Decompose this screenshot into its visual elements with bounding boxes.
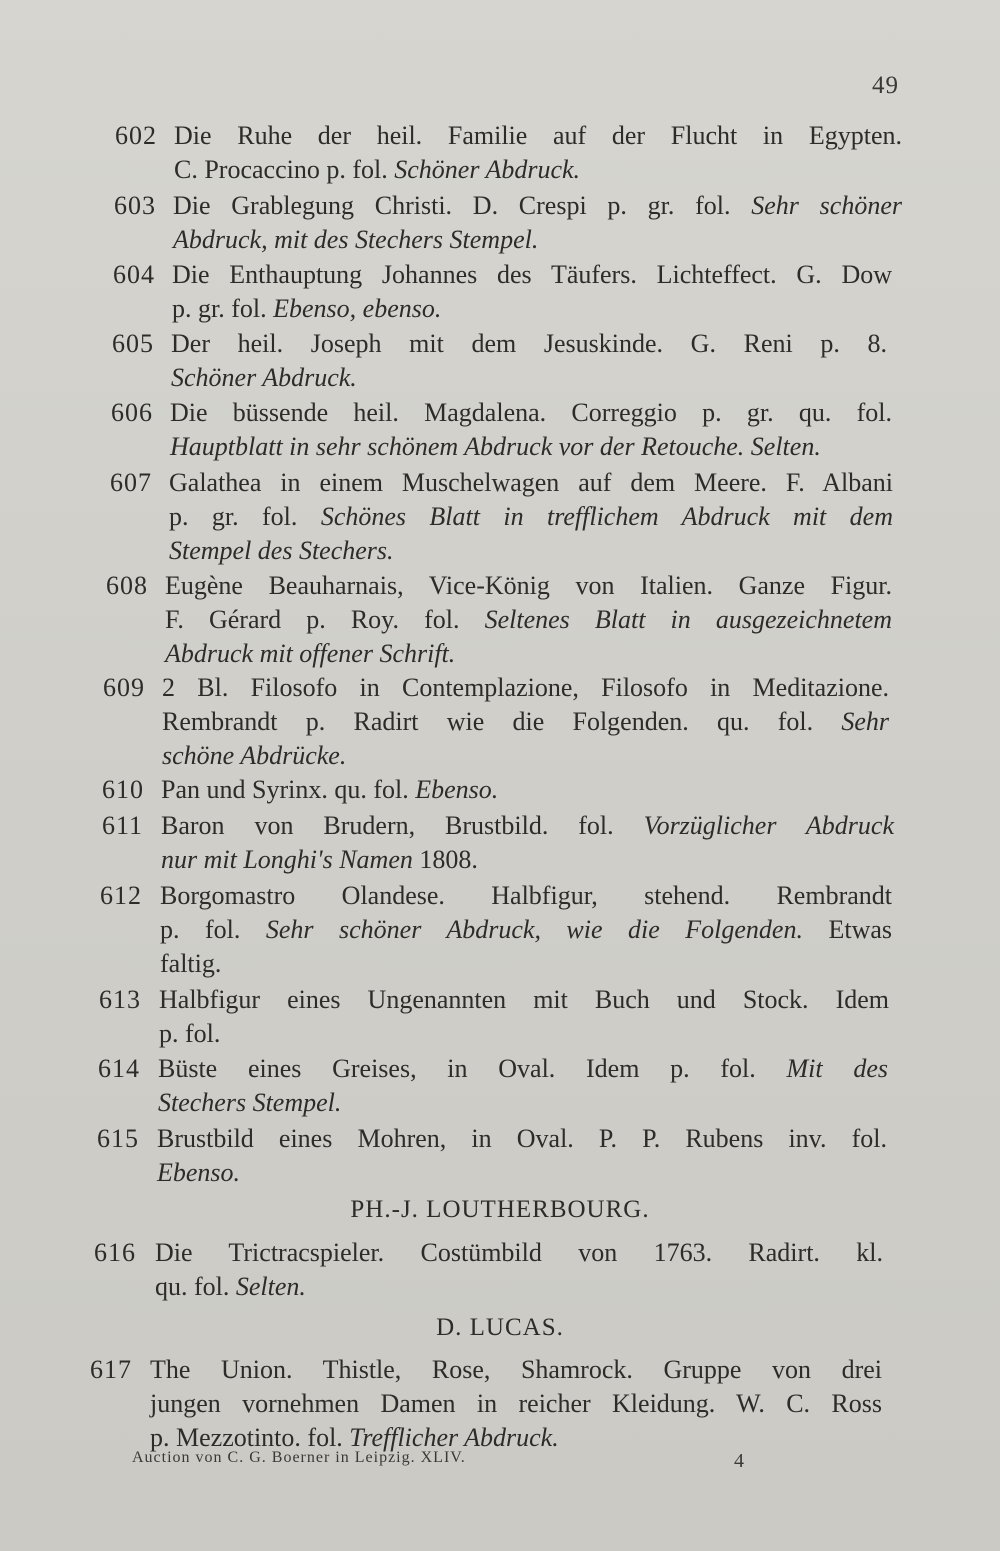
entry-line xyxy=(169,500,893,534)
entry-text xyxy=(174,119,902,187)
entry-text xyxy=(159,983,889,1051)
entry-segment: Die Grablegung Christi. D. Crespi p. gr. fol. xyxy=(173,191,752,220)
entry-number: 616 xyxy=(94,1238,136,1267)
entry-line xyxy=(170,396,892,430)
entry-line xyxy=(173,189,902,223)
entry-segment: Die büssende heil. Magdalena. Correggio p. gr. qu. fol. xyxy=(170,398,892,427)
entry-segment: p. gr. fol. xyxy=(169,502,321,531)
entry-line xyxy=(159,1017,889,1051)
entry-number: 607 xyxy=(110,468,152,497)
entry-segment: Büste eines Greises, in Oval. Idem p. fol. xyxy=(158,1054,787,1083)
italic-remark: Hauptblatt in sehr schönem Abdruck vor der Retouche. Selten. xyxy=(170,432,821,461)
entry-line xyxy=(173,223,902,257)
entry-segment: 2 Bl. Filosofo in Contemplazione, Filosofo in Meditazione. xyxy=(162,673,889,702)
entry-number: 614 xyxy=(98,1054,140,1083)
entry-line xyxy=(174,153,902,187)
entry-text xyxy=(160,879,892,981)
italic-remark: Trefflicher Abdruck. xyxy=(349,1423,559,1452)
entry-line xyxy=(150,1387,882,1421)
entry-number: 608 xyxy=(106,571,148,600)
entry-line xyxy=(157,1122,887,1156)
italic-remark: Sehr schöner xyxy=(751,191,902,220)
entry-segment: qu. fol. xyxy=(155,1272,236,1301)
section-heading: PH.-J. LOUTHERBOURG. xyxy=(350,1196,650,1223)
entry-number: 612 xyxy=(100,881,142,910)
entry-line xyxy=(160,947,892,981)
entry-segment: C. Procaccino p. fol. xyxy=(174,155,395,184)
entry-text xyxy=(161,773,891,807)
entry-number: 604 xyxy=(113,260,155,289)
entry-segment: 1808. xyxy=(419,845,478,874)
entry-text xyxy=(173,189,902,257)
entry-line xyxy=(172,292,892,326)
entry-line xyxy=(172,258,892,292)
entry-segment: Die Enthauptung Johannes des Täufers. Lichteffect. G. Dow xyxy=(172,260,892,289)
page-footer: Auction von C. G. Boerner in Leipzig. XLIV. xyxy=(132,1449,466,1466)
signature-mark: 4 xyxy=(734,1450,744,1472)
entry-segment: Die Ruhe der heil. Familie auf der Flucht in Egypten. xyxy=(174,121,902,150)
entry-segment: Der heil. Joseph mit dem Jesuskinde. G. Reni p. 8. xyxy=(171,329,887,358)
entry-line xyxy=(158,1086,888,1120)
entry-text xyxy=(172,258,892,326)
entry-segment: Galathea in einem Muschelwagen auf dem Meere. F. Albani xyxy=(169,468,893,497)
entry-text xyxy=(155,1236,883,1304)
italic-remark: Selten. xyxy=(235,1272,306,1301)
entry-line xyxy=(157,1156,887,1190)
entry-text xyxy=(157,1122,887,1190)
entry-line xyxy=(170,430,892,464)
italic-remark: Sehr xyxy=(841,707,889,736)
entry-segment: Baron von Brudern, Brustbild. fol. xyxy=(161,811,644,840)
entry-line xyxy=(160,913,892,947)
entry-segment: The Union. Thistle, Rose, Shamrock. Gruppe von drei xyxy=(150,1355,882,1384)
entry-number: 611 xyxy=(102,811,144,840)
italic-remark: Ebenso. xyxy=(157,1158,241,1187)
entry-line xyxy=(161,843,894,877)
entry-line xyxy=(159,983,889,1017)
italic-remark: Ebenso. xyxy=(415,775,499,804)
entry-text xyxy=(165,569,892,671)
entry-number: 617 xyxy=(90,1355,132,1384)
italic-remark: schöne Abdrücke. xyxy=(162,741,347,770)
entry-segment: Die Trictracspieler. Costümbild von 1763. Radirt. kl. xyxy=(155,1238,883,1267)
entry-number: 613 xyxy=(99,985,141,1014)
entry-line xyxy=(165,569,892,603)
entry-segment: jungen vornehmen Damen in reicher Kleidung. W. C. Ross xyxy=(150,1389,882,1418)
entry-segment: Eugène Beauharnais, Vice-König von Italien. Ganze Figur. xyxy=(165,571,892,600)
entry-number: 615 xyxy=(97,1124,139,1153)
entry-line xyxy=(155,1270,883,1304)
entry-segment: Borgomastro Olandese. Halbfigur, stehend. Rembrandt xyxy=(160,881,892,910)
italic-remark: Stechers Stempel. xyxy=(158,1088,342,1117)
entry-line xyxy=(155,1236,883,1270)
italic-remark: Seltenes Blatt in ausgezeichnetem xyxy=(484,605,892,634)
entry-text xyxy=(171,327,887,395)
entry-segment: p. fol. xyxy=(160,915,266,944)
entry-line xyxy=(160,879,892,913)
entry-text xyxy=(170,396,892,464)
entry-segment: F. Gérard p. Roy. fol. xyxy=(165,605,485,634)
entry-segment: Brustbild eines Mohren, in Oval. P. P. Rubens inv. fol. xyxy=(157,1124,887,1153)
entry-text xyxy=(162,671,889,773)
entry-line xyxy=(150,1353,882,1387)
entry-number: 603 xyxy=(114,191,156,220)
entry-line xyxy=(169,534,893,568)
entry-line xyxy=(174,119,902,153)
italic-remark: nur mit Longhi's Namen xyxy=(161,845,420,874)
entry-number: 610 xyxy=(102,775,144,804)
entry-text xyxy=(150,1353,882,1455)
entry-line xyxy=(169,466,893,500)
entry-segment: Halbfigur eines Ungenannten mit Buch und Stock. Idem xyxy=(159,985,889,1014)
entry-line xyxy=(161,809,894,843)
italic-remark: Schöner Abdruck. xyxy=(171,363,357,392)
entry-segment: p. gr. fol. xyxy=(172,294,274,323)
entry-number: 609 xyxy=(103,673,145,702)
entry-line xyxy=(162,671,889,705)
entry-number: 602 xyxy=(115,121,157,150)
entry-segment: Rembrandt p. Radirt wie die Folgenden. qu. fol. xyxy=(162,707,842,736)
italic-remark: Abdruck, mit des Stechers Stempel. xyxy=(173,225,539,254)
italic-remark: Ebenso, ebenso. xyxy=(273,294,442,323)
entry-text xyxy=(161,809,894,877)
entry-line xyxy=(161,773,891,807)
entry-segment: faltig. xyxy=(160,949,222,978)
italic-remark: Stempel des Stechers. xyxy=(169,536,394,565)
italic-remark: Mit des xyxy=(786,1054,889,1083)
italic-remark: Schöner Abdruck. xyxy=(394,155,581,184)
entry-number: 606 xyxy=(111,398,153,427)
entry-segment: Pan und Syrinx. qu. fol. xyxy=(161,775,416,804)
entry-line xyxy=(162,705,889,739)
italic-remark: Vorzüglicher Abdruck xyxy=(643,811,894,840)
entry-line xyxy=(165,637,892,671)
entry-segment: p. Mezzotinto. fol. xyxy=(150,1423,350,1452)
entry-number: 605 xyxy=(112,329,154,358)
entry-line xyxy=(165,603,892,637)
entry-segment: Etwas xyxy=(802,915,892,944)
entry-line xyxy=(158,1052,888,1086)
entry-line xyxy=(171,361,887,395)
entry-line xyxy=(162,739,889,773)
section-heading: D. LUCAS. xyxy=(436,1314,564,1341)
entry-text xyxy=(169,466,893,568)
entry-text xyxy=(158,1052,888,1120)
italic-remark: Abdruck mit offener Schrift. xyxy=(165,639,456,668)
page-number: 49 xyxy=(872,72,899,99)
entry-segment: p. fol. xyxy=(159,1019,221,1048)
italic-remark: Schönes Blatt in trefflichem Abdruck mit dem xyxy=(320,502,894,531)
italic-remark: Sehr schöner Abdruck, wie die Folgenden. xyxy=(265,915,803,944)
entry-line xyxy=(171,327,887,361)
